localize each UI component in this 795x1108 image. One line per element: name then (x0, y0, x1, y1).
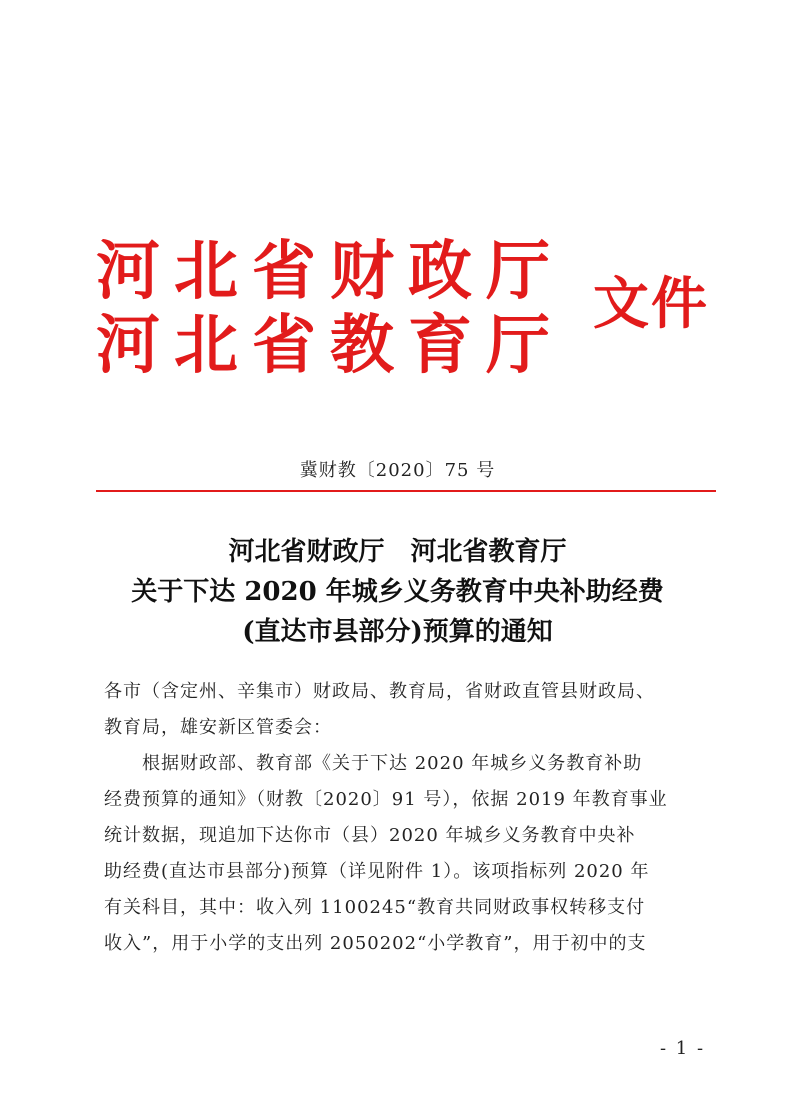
issuer-header (96, 232, 716, 382)
body-text (104, 674, 694, 962)
issuer-suffix: 文件 (593, 271, 709, 337)
body-line: 各市（含定州、辛集市）财政局、教育局，省财政直管县财政局、 (104, 681, 655, 702)
page-number: - 1 - (660, 1038, 706, 1059)
body-line: 教育局，雄安新区管委会： (104, 717, 332, 738)
title-line-1: 河北省财政厅 河北省教育厅 (228, 537, 567, 567)
red-divider (96, 490, 716, 492)
title-line-2: 关于下达 2020 年城乡义务教育中央补助经费 (131, 577, 664, 607)
body-line: 统计数据，现追加下达你市（县）2020 年城乡义务教育中央补 (104, 825, 636, 846)
issuer-name-finance: 河北省财政厅 (96, 234, 564, 309)
body-line: 根据财政部、教育部《关于下达 2020 年城乡义务教育补助 (104, 753, 643, 774)
title-line-3: (直达市县部分)预算的通知 (242, 617, 553, 647)
body-line: 收入”，用于小学的支出列 2050202“小学教育”，用于初中的支 (104, 933, 647, 954)
document-title (0, 532, 795, 652)
document-number: 冀财教〔2020〕75 号 (299, 460, 496, 481)
issuer-name-education: 河北省教育厅 (96, 308, 564, 383)
body-line: 有关科目，其中：收入列 1100245“教育共同财政事权转移支付 (104, 897, 646, 918)
body-line: 经费预算的通知》（财教〔2020〕91 号），依据 2019 年教育事业 (104, 789, 668, 810)
body-line: 助经费(直达市县部分)预算（详见附件 1）。该项指标列 2020 年 (104, 861, 650, 882)
